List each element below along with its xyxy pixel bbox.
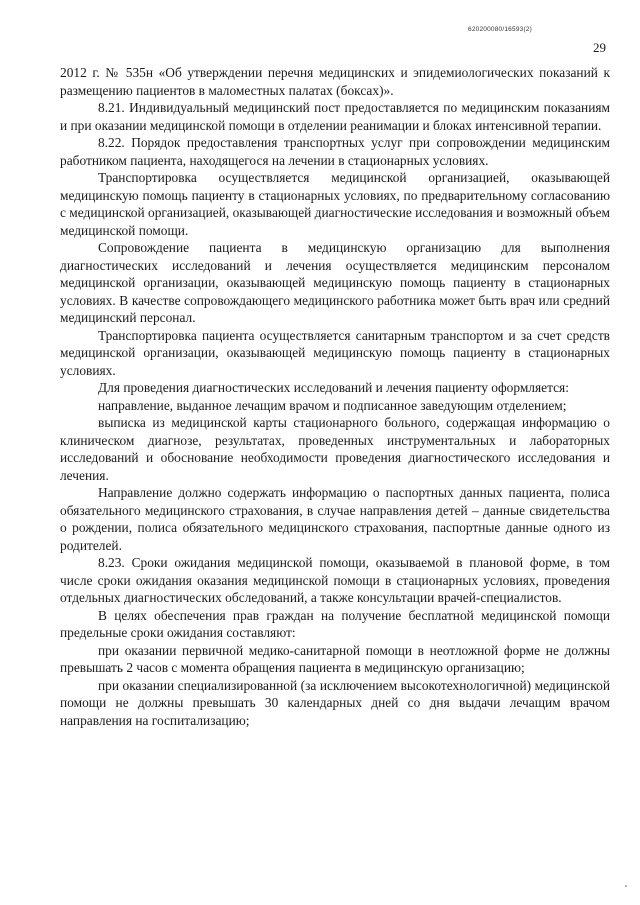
paragraph: 8.21. Индивидуальный медицинский пост предоставляется по медицинским показаниям и при оказании медицинской помощи в отделении реанимации и блоках интенсивной терапии. xyxy=(60,100,610,133)
paragraph: при оказании специализированной (за исключением высокотехнологичной) медицинской помощи не должны превышать 30 календарных дней со дня выдачи лечащим врачом направления на госпитализацию; xyxy=(60,677,610,728)
paragraph: Транспортировка осуществляется медицинской организацией, оказывающей медицинскую помощь пациенту в стационарных условиях, по предварительному согласованию с медицинской организацией, оказывающей диагностические исследования и возможный объем медицинской помощи. xyxy=(60,170,610,238)
document-id: 620200080/16593(2) xyxy=(468,26,532,33)
page-number: 29 xyxy=(593,40,606,55)
paragraph: 2012 г. № 535н «Об утверждении перечня медицинских и эпидемиологических показаний к размещению пациентов в маломестных палатах (боксах)». xyxy=(60,65,610,98)
paragraph: при оказании первичной медико-санитарной помощи в неотложной форме не должны превышать 2 часов с момента обращения пациента в медицинскую организацию; xyxy=(60,642,610,675)
paragraph: 8.22. Порядок предоставления транспортных услуг при сопровождении медицинским работником пациента, находящегося на лечении в стационарных условиях. xyxy=(60,135,610,168)
paragraph: Транспортировка пациента осуществляется санитарным транспортом и за счет средств медицинской организации, оказывающей медицинскую помощь пациенту в стационарных условиях. xyxy=(60,327,610,378)
scan-speck xyxy=(625,885,627,887)
paragraph: 8.23. Сроки ожидания медицинской помощи, оказываемой в плановой форме, в том числе сроки ожидания оказания медицинской помощи в стационарных условиях, проведения отдельных диагностических обследований, а также консультации врачей-специалистов. xyxy=(60,555,610,605)
paragraph: выписка из медицинской карты стационарного больного, содержащая информацию о клиническом диагнозе, результатах, проведенных инструментальных и лабораторных исследований и обоснование необходимости проведения диагностического исследования и лечения. xyxy=(60,415,610,483)
paragraph: Направление должно содержать информацию о паспортных данных пациента, полиса обязательного медицинского страхования, в случае направления детей – данные свидетельства о рождении, полиса обязательного медицинского страхования, паспортные данные одного из родителей. xyxy=(60,485,610,553)
paragraph: Для проведения диагностических исследований и лечения пациенту оформляется: xyxy=(98,380,569,395)
paragraph: В целях обеспечения прав граждан на получение бесплатной медицинской помощи предельные сроки ожидания составляют: xyxy=(60,607,610,640)
document-body xyxy=(60,64,610,729)
paragraph: направление, выданное лечащим врачом и подписанное заведующим отделением; xyxy=(98,397,567,413)
paragraph: Сопровождение пациента в медицинскую организацию для выполнения диагностических исследований и лечения осуществляется медицинским персоналом медицинской организации, оказывающей медицинскую помощь пациенту в стационарных условиях. В качестве сопровождающего медицинского работника может быть врач или средний медицинский персонал. xyxy=(60,240,610,325)
